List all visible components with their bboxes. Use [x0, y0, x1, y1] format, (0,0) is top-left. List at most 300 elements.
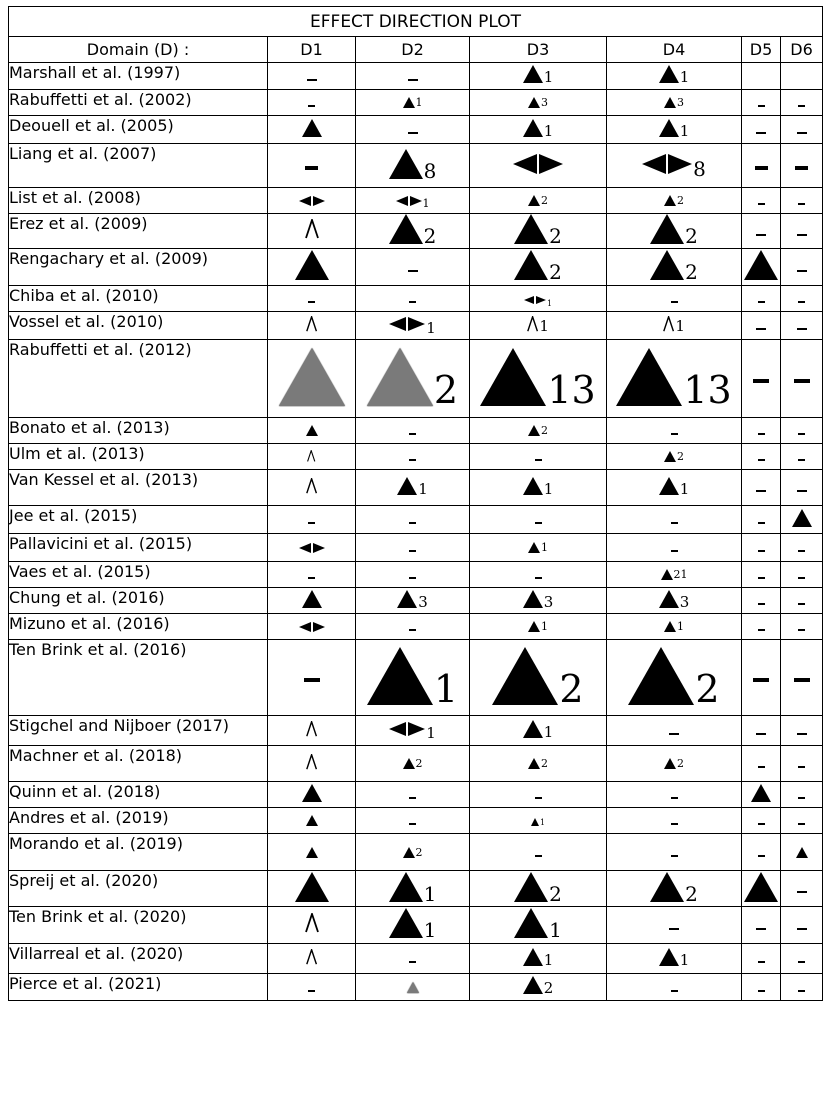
no-change-dash: [671, 550, 678, 558]
no-change-dash: [669, 928, 679, 936]
cell-d4: [607, 944, 742, 974]
study-name: Jee et al. (2015): [9, 506, 268, 534]
up-triangle: [664, 758, 684, 769]
no-change-dash: [758, 301, 765, 309]
no-change-dash: [756, 328, 766, 336]
wedge-symbol: [306, 754, 317, 770]
cell-d1: [268, 90, 356, 116]
cell-d1: [268, 944, 356, 974]
cell-d1: [268, 974, 356, 1001]
wedge-symbol: [527, 316, 549, 335]
cell-d6: [781, 340, 823, 418]
no-change-dash: [671, 522, 678, 530]
no-change-dash: [758, 105, 765, 113]
no-change-dash: [305, 166, 318, 176]
table-row: [9, 249, 823, 286]
study-name: Rengachary et al. (2009): [9, 249, 268, 286]
study-count: 1: [423, 918, 437, 942]
no-change-dash: [409, 459, 416, 467]
cell-d3: [470, 782, 607, 808]
no-change-dash: [798, 105, 805, 113]
cell-d1: [268, 444, 356, 470]
table-body: [9, 63, 823, 1001]
up-triangle: [528, 425, 548, 436]
cell-d5: [742, 716, 781, 746]
study-count: 1: [675, 316, 685, 335]
table-row: [9, 286, 823, 312]
up-triangle: [514, 250, 562, 284]
study-name: Chiba et al. (2010): [9, 286, 268, 312]
up-triangle: [492, 647, 584, 712]
cell-d2: [356, 974, 470, 1001]
cell-d1: [268, 188, 356, 214]
table-row: [9, 716, 823, 746]
table-row: [9, 444, 823, 470]
cell-d4: [607, 470, 742, 506]
no-change-dash: [409, 961, 416, 969]
cell-d5: [742, 746, 781, 782]
study-name: Quinn et al. (2018): [9, 782, 268, 808]
cell-d2: [356, 188, 470, 214]
cell-d3: [470, 444, 607, 470]
no-change-dash: [535, 459, 542, 467]
table-row: [9, 534, 823, 562]
cell-d3: [470, 562, 607, 588]
study-name: Ulm et al. (2013): [9, 444, 268, 470]
cell-d3: [470, 312, 607, 340]
no-change-dash: [671, 301, 678, 309]
left-right-arrows: [642, 154, 706, 181]
cell-d4: [607, 63, 742, 90]
cell-d4: [607, 614, 742, 640]
header-d2: D2: [356, 37, 470, 63]
no-change-dash: [797, 733, 807, 741]
no-change-dash: [669, 733, 679, 741]
cell-d3: [470, 188, 607, 214]
study-count: 2: [541, 424, 548, 438]
no-change-dash: [308, 990, 315, 998]
study-count: 1: [679, 121, 690, 140]
table-row: [9, 188, 823, 214]
cell-d4: [607, 90, 742, 116]
cell-d1: [268, 834, 356, 871]
no-change-dash: [758, 961, 765, 969]
up-triangle: [523, 976, 554, 997]
cell-d4: [607, 907, 742, 944]
no-change-dash: [758, 823, 765, 831]
cell-d5: [742, 834, 781, 871]
up-triangle: [523, 948, 554, 969]
left-right-arrows: [524, 296, 552, 307]
cell-d3: [470, 871, 607, 907]
study-count: 1: [677, 620, 684, 634]
cell-d3: [470, 418, 607, 444]
wedge-symbol: [306, 949, 317, 965]
table-row: [9, 746, 823, 782]
cell-d4: [607, 340, 742, 418]
study-name: Andres et al. (2019): [9, 808, 268, 834]
study-count: 3: [543, 592, 554, 611]
no-change-dash: [798, 577, 805, 585]
cell-d5: [742, 286, 781, 312]
cell-d6: [781, 871, 823, 907]
cell-d5: [742, 808, 781, 834]
cell-d2: [356, 470, 470, 506]
no-change-dash: [758, 433, 765, 441]
study-name: Machner et al. (2018): [9, 746, 268, 782]
cell-d6: [781, 444, 823, 470]
no-change-dash: [798, 797, 805, 805]
study-name: Pallavicini et al. (2015): [9, 534, 268, 562]
cell-d5: [742, 214, 781, 249]
left-right-arrows: [389, 317, 436, 337]
table-row: [9, 340, 823, 418]
header-d3: D3: [470, 37, 607, 63]
no-change-dash: [758, 203, 765, 211]
study-count: 2: [549, 260, 562, 284]
cell-d4: [607, 640, 742, 716]
cell-d3: [470, 470, 607, 506]
up-triangle: [389, 149, 437, 183]
table-row: [9, 808, 823, 834]
cell-d4: [607, 974, 742, 1001]
cell-d3: [470, 286, 607, 312]
no-change-dash: [756, 928, 766, 936]
cell-d3: [470, 974, 607, 1001]
cell-d6: [781, 782, 823, 808]
study-count: 1: [433, 667, 459, 712]
table-row: [9, 834, 823, 871]
cell-d5: [742, 188, 781, 214]
no-change-dash: [307, 79, 317, 87]
cell-d5: [742, 974, 781, 1001]
cell-d4: [607, 418, 742, 444]
no-change-dash: [308, 522, 315, 530]
no-change-dash: [758, 629, 765, 637]
no-change-dash: [794, 379, 810, 389]
study-count: 2: [677, 194, 684, 208]
up-triangle: [664, 97, 684, 108]
study-count: 1: [679, 68, 690, 86]
cell-d3: [470, 249, 607, 286]
no-change-dash: [797, 270, 807, 278]
up-triangle: [659, 590, 690, 611]
no-change-dash: [794, 678, 810, 688]
up-triangle: [389, 908, 437, 942]
up-triangle: [664, 195, 684, 206]
grey-up-triangle: [279, 348, 345, 406]
cell-d1: [268, 470, 356, 506]
study-count: 1: [423, 881, 437, 906]
cell-d6: [781, 418, 823, 444]
up-triangle: [403, 97, 423, 108]
up-triangle: [397, 477, 428, 498]
no-change-dash: [409, 301, 416, 309]
cell-d6: [781, 746, 823, 782]
cell-d2: [356, 782, 470, 808]
cell-d6: [781, 534, 823, 562]
cell-d1: [268, 418, 356, 444]
table-row: [9, 506, 823, 534]
cell-d1: [268, 588, 356, 614]
up-triangle: [628, 647, 720, 712]
no-change-dash: [758, 522, 765, 530]
table-row: [9, 470, 823, 506]
up-triangle: [744, 250, 778, 280]
up-triangle: [514, 908, 562, 942]
up-triangle: [744, 872, 778, 902]
cell-d6: [781, 214, 823, 249]
no-change-dash: [308, 105, 315, 113]
left-right-arrows: [299, 196, 325, 209]
cell-d4: [607, 214, 742, 249]
cell-d6: [781, 944, 823, 974]
cell-d3: [470, 506, 607, 534]
up-triangle: [514, 214, 562, 248]
table-row: [9, 782, 823, 808]
up-triangle: [302, 590, 322, 608]
cell-d6: [781, 470, 823, 506]
cell-d2: [356, 834, 470, 871]
no-change-dash: [797, 891, 807, 899]
cell-d3: [470, 144, 607, 188]
cell-d5: [742, 116, 781, 144]
up-triangle: [403, 758, 423, 769]
cell-d1: [268, 63, 356, 90]
cell-d2: [356, 562, 470, 588]
cell-d3: [470, 640, 607, 716]
study-count: 1: [426, 724, 436, 742]
up-triangle: [295, 872, 329, 902]
up-triangle: [650, 214, 698, 248]
up-triangle: [528, 195, 548, 206]
study-count: 1: [539, 817, 546, 827]
study-count: 1: [426, 319, 436, 337]
cell-d6: [781, 116, 823, 144]
cell-d4: [607, 286, 742, 312]
cell-d2: [356, 418, 470, 444]
no-change-dash: [798, 823, 805, 831]
study-name: Rabuffetti et al. (2012): [9, 340, 268, 418]
cell-d6: [781, 640, 823, 716]
cell-d2: [356, 588, 470, 614]
no-change-dash: [409, 522, 416, 530]
study-count: 1: [541, 541, 548, 555]
cell-d3: [470, 534, 607, 562]
table-row: [9, 614, 823, 640]
cell-d4: [607, 249, 742, 286]
table-row: [9, 116, 823, 144]
wedge-symbol: [306, 316, 317, 332]
cell-d6: [781, 188, 823, 214]
cell-d3: [470, 834, 607, 871]
cell-d5: [742, 588, 781, 614]
study-count: 3: [677, 96, 684, 110]
cell-d2: [356, 640, 470, 716]
left-right-arrows: [299, 543, 325, 556]
up-triangle: [302, 119, 322, 137]
no-change-dash: [755, 166, 768, 176]
no-change-dash: [758, 603, 765, 611]
study-count: 2: [415, 757, 423, 771]
cell-d2: [356, 312, 470, 340]
up-triangle: [389, 214, 437, 248]
up-triangle: [664, 621, 684, 632]
no-change-dash: [671, 433, 678, 441]
up-triangle: [306, 847, 318, 858]
cell-d2: [356, 808, 470, 834]
cell-d1: [268, 746, 356, 782]
no-change-dash: [756, 490, 766, 498]
no-change-dash: [408, 132, 418, 140]
header-d6: D6: [781, 37, 823, 63]
cell-d3: [470, 214, 607, 249]
cell-d5: [742, 534, 781, 562]
no-change-dash: [758, 766, 765, 774]
no-change-dash: [753, 379, 769, 389]
cell-d3: [470, 116, 607, 144]
up-triangle: [302, 784, 322, 802]
up-triangle: [528, 97, 548, 108]
cell-d5: [742, 63, 781, 90]
study-count: 1: [543, 121, 554, 140]
up-triangle: [306, 815, 318, 826]
no-change-dash: [409, 577, 416, 585]
up-triangle: [751, 784, 771, 802]
cell-d5: [742, 871, 781, 907]
up-triangle: [480, 348, 596, 413]
study-name: Ten Brink et al. (2020): [9, 907, 268, 944]
cell-d5: [742, 418, 781, 444]
study-name: List et al. (2008): [9, 188, 268, 214]
cell-d4: [607, 782, 742, 808]
effect-direction-table: [8, 6, 823, 1001]
wedge-symbol: [306, 478, 317, 494]
cell-d2: [356, 871, 470, 907]
up-triangle: [650, 872, 698, 906]
study-count: 2: [433, 368, 459, 413]
no-change-dash: [753, 678, 769, 688]
study-name: Ten Brink et al. (2016): [9, 640, 268, 716]
table-row: [9, 640, 823, 716]
cell-d3: [470, 808, 607, 834]
study-name: Liang et al. (2007): [9, 144, 268, 188]
cell-d5: [742, 444, 781, 470]
cell-d2: [356, 249, 470, 286]
study-name: Chung et al. (2016): [9, 588, 268, 614]
left-right-arrows: [396, 196, 430, 209]
cell-d6: [781, 249, 823, 286]
cell-d1: [268, 312, 356, 340]
cell-d2: [356, 506, 470, 534]
no-change-dash: [308, 577, 315, 585]
study-count: 2: [685, 224, 698, 248]
study-count: 13: [683, 368, 732, 413]
cell-d4: [607, 871, 742, 907]
cell-d1: [268, 808, 356, 834]
up-triangle: [523, 720, 554, 741]
study-name: Spreij et al. (2020): [9, 871, 268, 907]
up-triangle: [403, 847, 423, 858]
cell-d6: [781, 808, 823, 834]
grey-up-triangle: [367, 348, 459, 413]
study-count: 2: [695, 667, 720, 712]
study-count: 13: [547, 368, 596, 413]
cell-d3: [470, 716, 607, 746]
cell-d6: [781, 834, 823, 871]
no-change-dash: [798, 301, 805, 309]
cell-d4: [607, 716, 742, 746]
no-change-dash: [798, 603, 805, 611]
cell-d1: [268, 286, 356, 312]
up-triangle: [792, 509, 812, 527]
no-change-dash: [409, 433, 416, 441]
study-count: 1: [422, 197, 430, 211]
cell-d3: [470, 944, 607, 974]
up-triangle: [528, 621, 548, 632]
study-count: 1: [541, 620, 548, 634]
cell-d5: [742, 562, 781, 588]
cell-d1: [268, 562, 356, 588]
header-d5: D5: [742, 37, 781, 63]
table-row: [9, 588, 823, 614]
up-triangle: [306, 425, 318, 436]
no-change-dash: [671, 990, 678, 998]
up-triangle: [397, 590, 428, 611]
up-triangle: [659, 65, 690, 86]
cell-d4: [607, 312, 742, 340]
table-row: [9, 907, 823, 944]
cell-d6: [781, 63, 823, 90]
study-count: 1: [543, 950, 554, 969]
cell-d2: [356, 746, 470, 782]
study-count: 8: [423, 158, 437, 183]
no-change-dash: [798, 766, 805, 774]
cell-d2: [356, 907, 470, 944]
study-count: 3: [418, 592, 428, 611]
study-name: Rabuffetti et al. (2002): [9, 90, 268, 116]
study-count: 21: [673, 568, 688, 582]
cell-d3: [470, 907, 607, 944]
study-name: Vossel et al. (2010): [9, 312, 268, 340]
up-triangle: [659, 477, 690, 498]
cell-d3: [470, 340, 607, 418]
study-count: 2: [541, 194, 548, 208]
study-name: Pierce et al. (2021): [9, 974, 268, 1001]
cell-d3: [470, 614, 607, 640]
no-change-dash: [798, 961, 805, 969]
no-change-dash: [798, 550, 805, 558]
study-count: 2: [549, 224, 562, 248]
table-row: [9, 418, 823, 444]
table-row: [9, 144, 823, 188]
grey-up-triangle: [407, 982, 419, 993]
study-name: Villarreal et al. (2020): [9, 944, 268, 974]
cell-d2: [356, 116, 470, 144]
left-right-arrows: [389, 722, 436, 742]
study-count: 2: [677, 757, 684, 771]
study-name: Morando et al. (2019): [9, 834, 268, 871]
study-count: 1: [543, 479, 554, 498]
study-count: 2: [543, 979, 554, 997]
study-count: 3: [541, 96, 548, 110]
up-triangle: [659, 119, 690, 140]
no-change-dash: [409, 550, 416, 558]
up-triangle: [796, 847, 808, 858]
table-row: [9, 90, 823, 116]
study-count: 1: [679, 479, 690, 498]
study-count: 2: [423, 224, 437, 248]
